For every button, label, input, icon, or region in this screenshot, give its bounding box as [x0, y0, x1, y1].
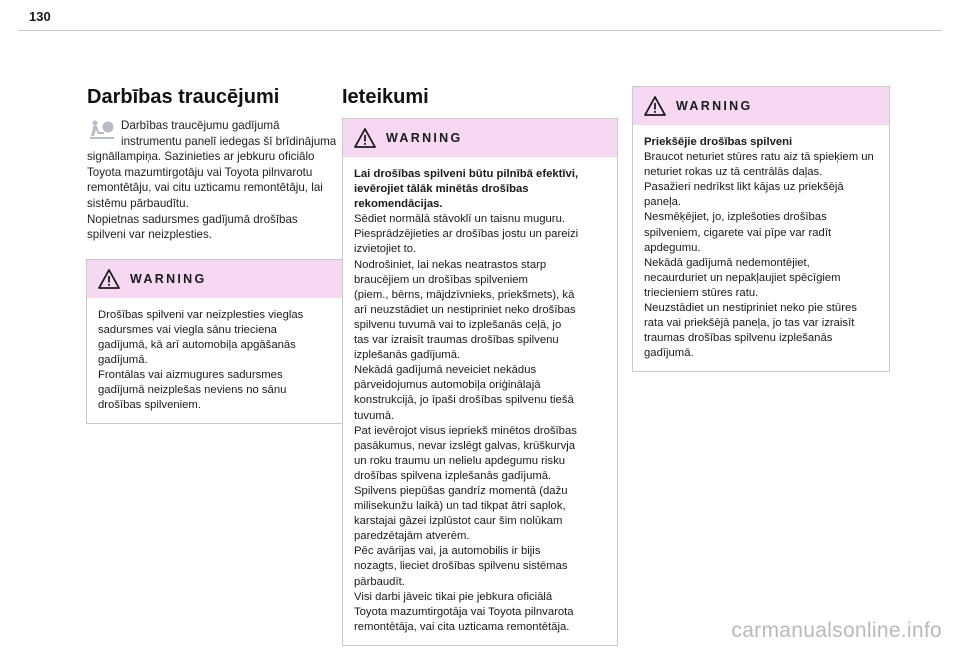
warning-header [87, 260, 342, 298]
text-line: spilvenu tuvumā vai to izplešanās ceļā, jo [354, 318, 562, 331]
warning-label: WARNING [130, 271, 207, 286]
section-title-malfunctions: Darbības traucējumi [87, 86, 280, 108]
column-front-airbags [632, 86, 890, 372]
text-line: milisekunžu laikā) un tad tikpat ātri saplok, [354, 500, 566, 513]
text-line: tas var izraisīt traumas drošības spilvenu [354, 334, 559, 347]
text-line: pasākumus, nevar izslēgt galvas, krūškurvja [354, 439, 576, 452]
text-line: izplešanās gadījumā. [354, 349, 461, 362]
text-line: (piem., bērns, mājdzīvnieks, priekšmets), kā [354, 288, 575, 301]
text-line: triecieniem stūres ratu. [644, 286, 759, 299]
text-line: apdegumu. [644, 241, 701, 254]
text-line: nozagts, lieciet drošības spilvenu sistēmas [354, 560, 568, 573]
warning-body [87, 298, 342, 424]
text-line: Nekādā gadījumā nedemontējiet, [644, 256, 810, 269]
text-line: ievērojiet tālāk minētās drošības [354, 183, 529, 196]
text-line: gadījumā neizplešas neviens no sānu [98, 384, 287, 397]
text-line: un roku traumu un nelielu apdegumu risku [354, 454, 566, 467]
malfunction-intro [87, 118, 342, 243]
text-line: karstajai gāzei izplūstot caur šim nolūkam [354, 515, 563, 528]
watermark: carmanualsonline.info [731, 619, 942, 642]
warning-lead [644, 135, 879, 150]
text-line: Nopietnas sadursmes gadījumā drošības [87, 212, 298, 226]
warning-label: WARNING [386, 131, 463, 145]
text-line: Piesprādzējieties ar drošības jostu un pareizi [354, 228, 579, 241]
text-line: izvietojiet to. [354, 243, 417, 256]
text-line: Nekādā gadījumā neveiciet nekādus [354, 364, 537, 377]
text-line: spilveniem, cigarete vai pīpe var radīt [644, 226, 832, 239]
text-line: signāllampiņa. Sazinieties ar jebkuru oficiālo [87, 150, 315, 164]
warning-box-front-airbags [632, 86, 890, 372]
text-line: braucējiem un drošības spilveniem [354, 273, 528, 286]
text-line: paneļa. [644, 196, 682, 209]
text-line: sistēmu pārbaudītu. [87, 196, 189, 210]
warning-label: WARNING [676, 99, 753, 113]
text-line: remontētāja, vai cita uzticama remontētāja. [354, 620, 570, 633]
text-line: Nodrošiniet, lai nekas neatrastos starp [354, 258, 547, 271]
warning-body [633, 125, 889, 371]
airbag-warning-lamp-icon [87, 119, 117, 141]
text-line: Drošības spilveni var neizplesties vieglas [98, 308, 304, 321]
page-number: 130 [29, 9, 51, 24]
text-line: spilveni var neizplesties. [87, 228, 213, 242]
warning-header [633, 87, 889, 125]
text-line: Pasažieri nedrīkst likt kājas uz priekšējā [644, 181, 844, 194]
text-line: Neuzstādiet un nestipriniet neko pie stūres [644, 302, 857, 315]
text-line: pārbaudīt. [354, 575, 405, 588]
text-line: Pat ievērojot visus iepriekš minētos drošības [354, 424, 577, 437]
text-line: arī neuzstādiet un nestipriniet neko drošības [354, 303, 576, 316]
warning-triangle-icon [354, 128, 376, 148]
warning-header [343, 119, 617, 157]
text-line: traumas drošības spilvenu izplešanās [644, 332, 833, 345]
section-title-recommendations: Ieteikumi [342, 86, 429, 108]
text-line: gadījumā. [644, 347, 694, 360]
text-line: Spilvens piepūšas gandrīz momentā (dažu [354, 484, 568, 497]
warning-box-partial-deploy [86, 259, 343, 425]
text-line: Priekšējie drošības spilveni [644, 136, 793, 148]
text-line: Pēc avārijas vai, ja automobilis ir bijis [354, 545, 541, 558]
text-line: instrumentu panelī iedegas šī brīdinājuma [121, 134, 337, 148]
text-line: Toyota mazumtirgotāju vai Toyota pilnvarotu [87, 165, 313, 179]
warning-box-recommendations [342, 118, 618, 646]
text-line: rata vai priekšējā paneļa, jo tas var izraisīt [644, 317, 855, 330]
text-line: Darbības traucējumu gadījumā [121, 119, 280, 132]
text-line: tuvumā. [354, 409, 395, 422]
warning-body [343, 157, 617, 645]
text-line: drošības spilvena izplešanās gadījumā. [354, 469, 552, 482]
warning-triangle-icon [644, 96, 666, 116]
text-line: gadījumā. [98, 354, 148, 367]
text-line: konstrukcijā, jo īpaši drošības spilvenu tiešā [354, 394, 574, 407]
text-line: Lai drošības spilveni būtu pilnībā efektīvi, [354, 168, 579, 180]
text-line: Frontālas vai aizmugures sadursmes [98, 369, 283, 382]
text-line: neturiet rokas uz tā centrālās daļas. [644, 166, 823, 179]
text-line: Sēdiet normālā stāvoklī un taisnu muguru. [354, 213, 565, 226]
header-divider [18, 30, 942, 31]
text-line: Braucot neturiet stūres ratu aiz tā spieķiem un [644, 151, 874, 164]
text-line: drošības spilveniem. [98, 399, 201, 412]
text-line: paredzētajām atverēm. [354, 530, 470, 543]
text-line: Visi darbi jāveic tikai pie jebkura oficiālā [354, 590, 553, 603]
column-recommendations [342, 86, 617, 646]
warning-triangle-icon [98, 269, 120, 289]
text-line: gadījumā, kā arī automobiļa apgāšanās [98, 338, 296, 351]
text-line: sadursmes vai viegla sānu trieciena [98, 323, 277, 336]
column-malfunctions [87, 86, 342, 424]
text-line: pārveidojumus automobiļa oriģinālajā [354, 379, 541, 392]
warning-lead [354, 167, 607, 212]
text-line: necaurduriet un nepakļaujiet spēcīgiem [644, 271, 841, 284]
text-line: Toyota mazumtirgotāja vai Toyota pilnvarota [354, 605, 574, 618]
text-line: Nesmēķējiet, jo, izplešoties drošības [644, 211, 827, 224]
text-line: rekomendācijas. [354, 198, 443, 211]
text-line: remontētāju, vai citu uzticamu remontētāju, lai [87, 181, 323, 195]
